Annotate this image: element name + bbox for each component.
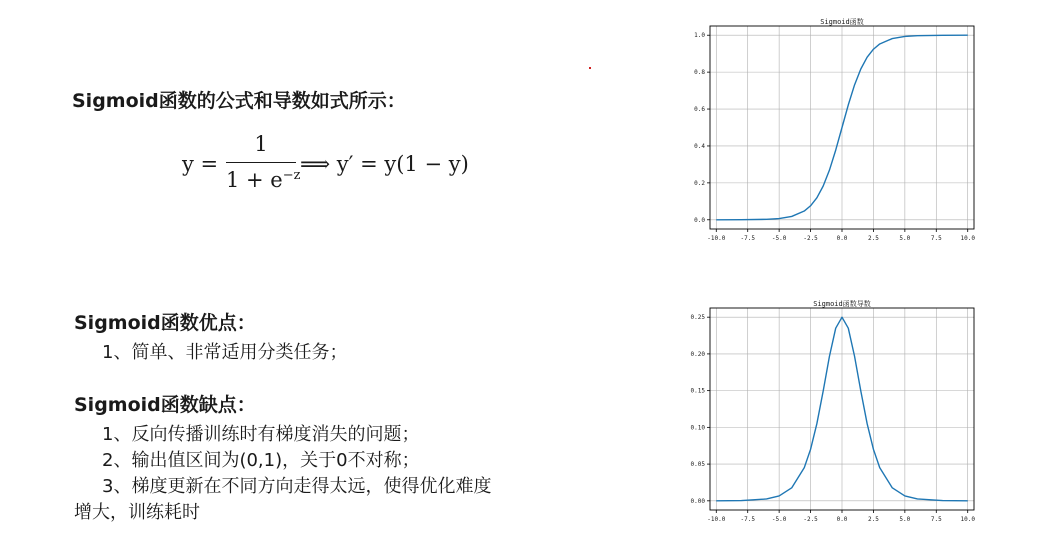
x-tick-label: -2.5 [803,516,818,523]
y-tick-label: 0.0 [694,216,705,224]
disadvantage-item: 2、输出值区间为(0,1)，关于0不对称； [102,450,420,471]
sigmoid-derivative-chart [680,300,980,530]
chart-title: Sigmoid函数导数 [813,300,871,308]
y-tick-label: 1.0 [694,32,705,40]
x-tick-label: 2.5 [868,516,879,523]
formula-numerator: 1 [254,132,268,156]
y-tick-label: 0.20 [690,350,705,358]
disadvantage-item: 3、梯度更新在不同方向走得太远，使得优化难度 [102,476,492,497]
y-tick-label: 0.10 [690,424,705,432]
x-tick-label: 10.0 [960,516,975,523]
formula-lhs: y = [182,152,219,176]
y-tick-label: 0.25 [690,314,705,322]
y-tick-label: 0.4 [694,142,705,150]
x-tick-label: 0.0 [836,516,848,523]
x-tick-label: -7.5 [740,235,755,242]
formula-rhs: ⟹ y′ = y(1 − y) [300,152,469,176]
y-tick-label: 0.8 [694,69,705,77]
x-tick-label: -10.0 [707,516,726,523]
x-tick-label: -7.5 [740,516,755,523]
denominator-base: 1 + e [226,168,283,192]
disadvantages-heading: Sigmoid函数缺点： [74,394,256,416]
red-dot [589,67,591,69]
denominator-exponent: −z [282,168,301,183]
x-tick-label: -2.5 [803,235,818,242]
y-tick-label: 0.2 [694,179,705,187]
x-tick-label: 2.5 [868,235,879,242]
chart-title: Sigmoid函数 [820,18,864,26]
fraction-bar [226,162,296,163]
advantages-heading: Sigmoid函数优点： [74,312,256,334]
sigmoid-chart [680,18,980,250]
y-tick-label: 0.15 [690,387,705,395]
x-tick-label: 0.0 [836,235,848,242]
x-tick-label: -5.0 [771,235,787,242]
x-tick-label: 7.5 [930,516,942,523]
x-tick-label: -5.0 [771,516,787,523]
x-tick-label: 5.0 [899,235,911,242]
y-tick-label: 0.6 [694,106,705,114]
formula-denominator [226,168,301,192]
x-tick-label: -10.0 [707,235,726,242]
x-tick-label: 7.5 [930,235,942,242]
y-tick-label: 0.00 [690,497,705,505]
disadvantage-item: 1、反向传播训练时有梯度消失的问题； [102,424,420,445]
x-tick-label: 10.0 [960,235,975,242]
formula-heading: Sigmoid函数的公式和导数如式所示： [72,90,406,112]
disadvantage-item-continuation: 增大，训练耗时 [74,502,200,523]
x-tick-label: 5.0 [899,516,911,523]
advantage-item: 1、简单、非常适用分类任务； [102,342,348,363]
y-tick-label: 0.05 [690,461,705,469]
